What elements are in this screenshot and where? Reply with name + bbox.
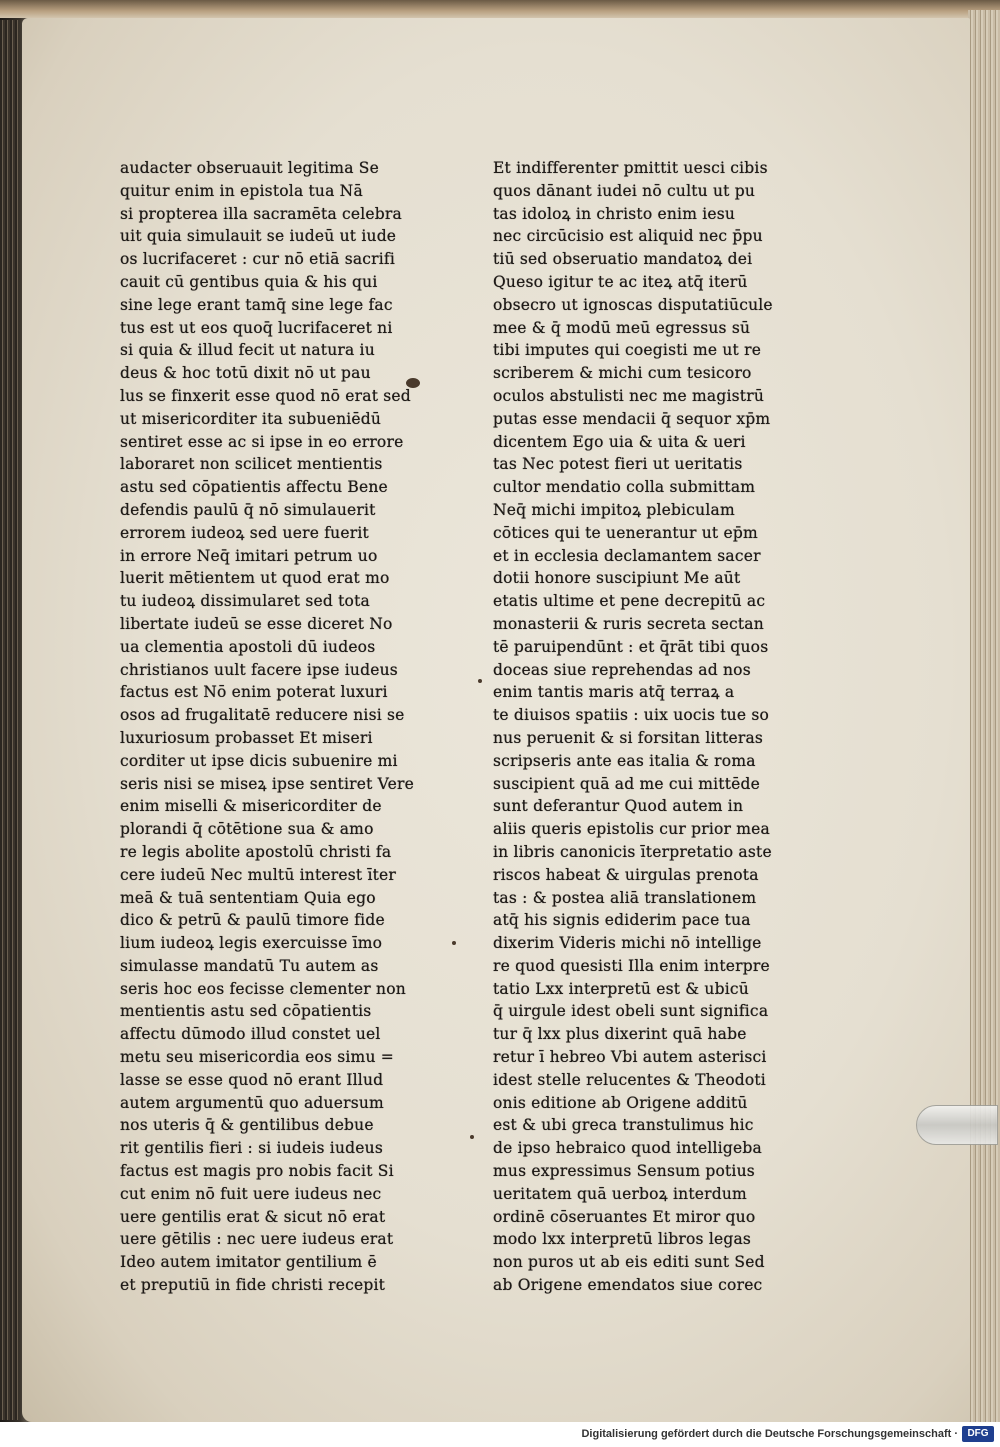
- text-line: tas : & postea aliā translationem: [493, 888, 757, 907]
- text-line: dico & petrū & paulū timore fide: [120, 911, 385, 930]
- text-line: tus est ut eos quoq̄ lucrifaceret ni: [120, 318, 393, 337]
- text-line: uere gentilis erat & sicut nō erat: [120, 1207, 386, 1226]
- text-line: osos ad frugalitatē reducere nisi se: [120, 706, 405, 725]
- text-line: libertate iudeū se esse diceret No: [120, 614, 393, 633]
- text-line: dixerim Videris michi nō intellige: [493, 934, 762, 953]
- text-line: est & ubi greca transtulimus hic: [493, 1116, 754, 1135]
- text-line: mus expressimus Sensum potius: [493, 1162, 755, 1181]
- text-line: uere gētilis : nec uere iudeus erat: [120, 1230, 394, 1249]
- text-line: cere iudeū Nec multū interest īter: [120, 865, 397, 884]
- text-line: rit gentilis fieri : si iudeis iudeus: [120, 1139, 383, 1158]
- text-line: ut misericorditer ita subueniēdū: [120, 409, 382, 428]
- text-line: enim miselli & misericorditer de: [120, 797, 382, 816]
- text-line: ordinē cōseruantes Et miror quo: [493, 1207, 756, 1226]
- text-line: seris hoc eos fecisse clementer non: [120, 979, 406, 998]
- text-line: affectu dūmodo illud constet uel: [120, 1025, 381, 1044]
- text-line: quitur enim in epistola tua Nā: [120, 181, 363, 200]
- text-line: re quod quesisti Illa enim interpre: [493, 956, 770, 975]
- text-line: cauit cū gentibus quia & his qui: [120, 272, 378, 291]
- text-line: doceas siue reprehendas ad nos: [493, 660, 751, 679]
- text-line: tu iudeoꝝ dissimularet sed tota: [120, 592, 370, 611]
- text-line: si quia & illud fecit ut natura iu: [120, 341, 375, 360]
- text-line: sunt deferantur Quod autem in: [493, 797, 744, 816]
- text-line: suscipient quā ad me cui mittēde: [493, 774, 761, 793]
- text-line: nos uteris q̄ & gentilibus debue: [120, 1116, 374, 1135]
- page-clip-holder: [916, 1105, 998, 1145]
- text-line: sine lege erant tamq̄ sine lege fac: [120, 295, 393, 314]
- text-line: tas Nec potest fieri ut ueritatis: [493, 455, 743, 474]
- text-line: in libris canonicis īterpretatio aste: [493, 842, 772, 861]
- text-line: ab Origene emendatos siue corec: [493, 1276, 763, 1295]
- text-column-left: [120, 157, 414, 1297]
- text-line: aliis queris epistolis cur prior mea: [493, 820, 770, 839]
- text-line: scriberem & michi cum tesicoro: [493, 364, 752, 383]
- footer-bar: [0, 1422, 1000, 1447]
- text-line: obsecro ut ignoscas disputatiūcule: [493, 295, 773, 314]
- text-line: nec circūcisio est aliquid nec p̄pu: [493, 227, 763, 246]
- text-line: mentientis astu sed cōpatientis: [120, 1002, 372, 1021]
- text-line: audacter obseruauit legitima Se: [120, 159, 379, 177]
- text-line: tatio Lxx interpretū est & ubicū: [493, 979, 749, 998]
- text-line: tiū sed obseruatio mandatoꝝ dei: [493, 250, 753, 269]
- text-line: mee & q̄ modū meū egressus sū: [493, 318, 751, 337]
- text-line: Et indifferenter pmittit uesci cibis: [493, 159, 768, 177]
- text-line: Ideo autem imitator gentilium ē: [120, 1253, 377, 1272]
- text-line: plorandi q̄ cōtētione sua & amo: [120, 820, 374, 839]
- funding-credit: Digitalisierung gefördert durch die Deutsche Forschungsgemeinschaft ·: [581, 1428, 958, 1440]
- top-page-edge: [0, 0, 1000, 18]
- text-line: idest stelle relucentes & Theodoti: [493, 1070, 766, 1089]
- text-line: astu sed cōpatientis affectu Bene: [120, 478, 388, 497]
- text-line: seris nisi se miseꝝ ipse sentiret Vere: [120, 774, 414, 793]
- text-line: atq̄ his signis ediderim pace tua: [493, 911, 751, 930]
- text-line: luerit mētientem ut quod erat mo: [120, 569, 390, 588]
- text-line: corditer ut ipse dicis subuenire mi: [120, 751, 398, 770]
- text-line: et preputiū in fide christi recepit: [120, 1276, 386, 1295]
- text-line: meā & tuā sententiam Quia ego: [120, 888, 376, 907]
- text-line: q̄ uirgule idest obeli sunt significa: [493, 1002, 769, 1021]
- text-line: putas esse mendacii q̄ sequor xp̄m: [493, 409, 771, 428]
- text-line: scripseris ante eas italia & roma: [493, 751, 756, 770]
- text-line: Queso igitur te ac iteꝝ atq̄ iterū: [493, 272, 748, 291]
- text-line: luxuriosum probasset Et miseri: [120, 728, 373, 747]
- text-line: cultor mendatio colla submittam: [493, 478, 756, 497]
- text-line: uit quia simulauit se iudeū ut iude: [120, 227, 397, 246]
- text-line: nus peruenit & si forsitan litteras: [493, 728, 764, 747]
- text-line: cut enim nō fuit uere iudeus nec: [120, 1184, 382, 1203]
- text-line: te diuisos spatiis : uix uocis tue so: [493, 706, 770, 725]
- text-line: monasterii & ruris secreta sectan: [493, 614, 764, 633]
- text-line: lasse se esse quod nō erant Illud: [120, 1070, 384, 1089]
- dfg-logo: DFG: [962, 1426, 994, 1442]
- text-line: ueritatem quā uerboꝝ interdum: [493, 1184, 747, 1203]
- text-line: dotii honore suscipiunt Me aūt: [493, 569, 741, 588]
- right-page-edges: [968, 10, 1000, 1430]
- text-line: de ipso hebraico quod intelligeba: [493, 1139, 762, 1158]
- text-line: tas idoloꝝ in christo enim iesu: [493, 204, 736, 223]
- text-line: enim tantis maris atq̄ terraꝝ a: [493, 683, 735, 702]
- text-line: dicentem Ego uia & uita & ueri: [493, 432, 746, 451]
- text-line: metu seu misericordia eos simu =: [120, 1048, 394, 1067]
- text-line: cōtices qui te uenerantur ut ep̄m: [493, 523, 758, 542]
- text-line: lium iudeoꝝ legis exercuisse īmo: [120, 934, 383, 953]
- text-line: re legis abolite apostolū christi fa: [120, 842, 392, 861]
- text-line: tur q̄ lxx plus dixerint quā habe: [493, 1025, 747, 1044]
- left-page-edge: [0, 20, 18, 1420]
- text-line: etatis ultime et pene decrepitū ac: [493, 592, 766, 611]
- text-line: factus est magis pro nobis facit Si: [120, 1162, 394, 1181]
- ink-dot: [452, 941, 456, 945]
- text-line: retur ī hebreo Vbi autem asterisci: [493, 1048, 767, 1067]
- text-line: riscos habeat & uirgulas prenota: [493, 865, 759, 884]
- text-line: modo lxx interpretū libros legas: [493, 1230, 752, 1249]
- text-line: os lucrifaceret : cur nō etiā sacrifi: [120, 250, 396, 269]
- text-line: laboraret non scilicet mentientis: [120, 455, 383, 474]
- text-line: et in ecclesia declamantem sacer: [493, 546, 761, 565]
- text-line: si propterea illa sacramēta celebra: [120, 204, 402, 223]
- text-line: autem argumentū quo aduersum: [120, 1093, 384, 1112]
- text-line: simulasse mandatū Tu autem as: [120, 956, 379, 975]
- text-line: defendis paulū q̄ nō simulauerit: [120, 500, 376, 519]
- text-line: sentiret esse ac si ipse in eo errore: [120, 432, 404, 451]
- text-line: Neq̄ michi impitoꝝ plebiculam: [493, 500, 735, 519]
- text-line: non puros ut ab eis editi sunt Sed: [493, 1253, 765, 1272]
- text-line: oculos abstulisti nec me magistrū: [493, 386, 765, 405]
- text-line: tē paruipendūnt : et q̄rāt tibi quos: [493, 637, 769, 656]
- ink-dot: [478, 679, 482, 683]
- text-line: ua clementia apostoli dū iudeos: [120, 637, 376, 656]
- text-line: deus & hoc totū dixit nō ut pau: [120, 364, 371, 383]
- text-line: tibi imputes qui coegisti me ut re: [493, 341, 762, 360]
- text-line: lus se finxerit esse quod nō erat sed: [120, 386, 411, 405]
- text-line: in errore Neq̄ imitari petrum uo: [120, 546, 378, 565]
- text-column-right: [493, 157, 778, 1297]
- text-line: christianos uult facere ipse iudeus: [120, 660, 398, 679]
- text-line: quos dānant iudei nō cultu ut pu: [493, 181, 756, 200]
- text-line: factus est Nō enim poterat luxuri: [120, 683, 388, 702]
- ink-dot: [470, 1135, 474, 1139]
- text-line: errorem iudeoꝝ sed uere fuerit: [120, 523, 369, 542]
- text-line: onis editione ab Origene additū: [493, 1093, 748, 1112]
